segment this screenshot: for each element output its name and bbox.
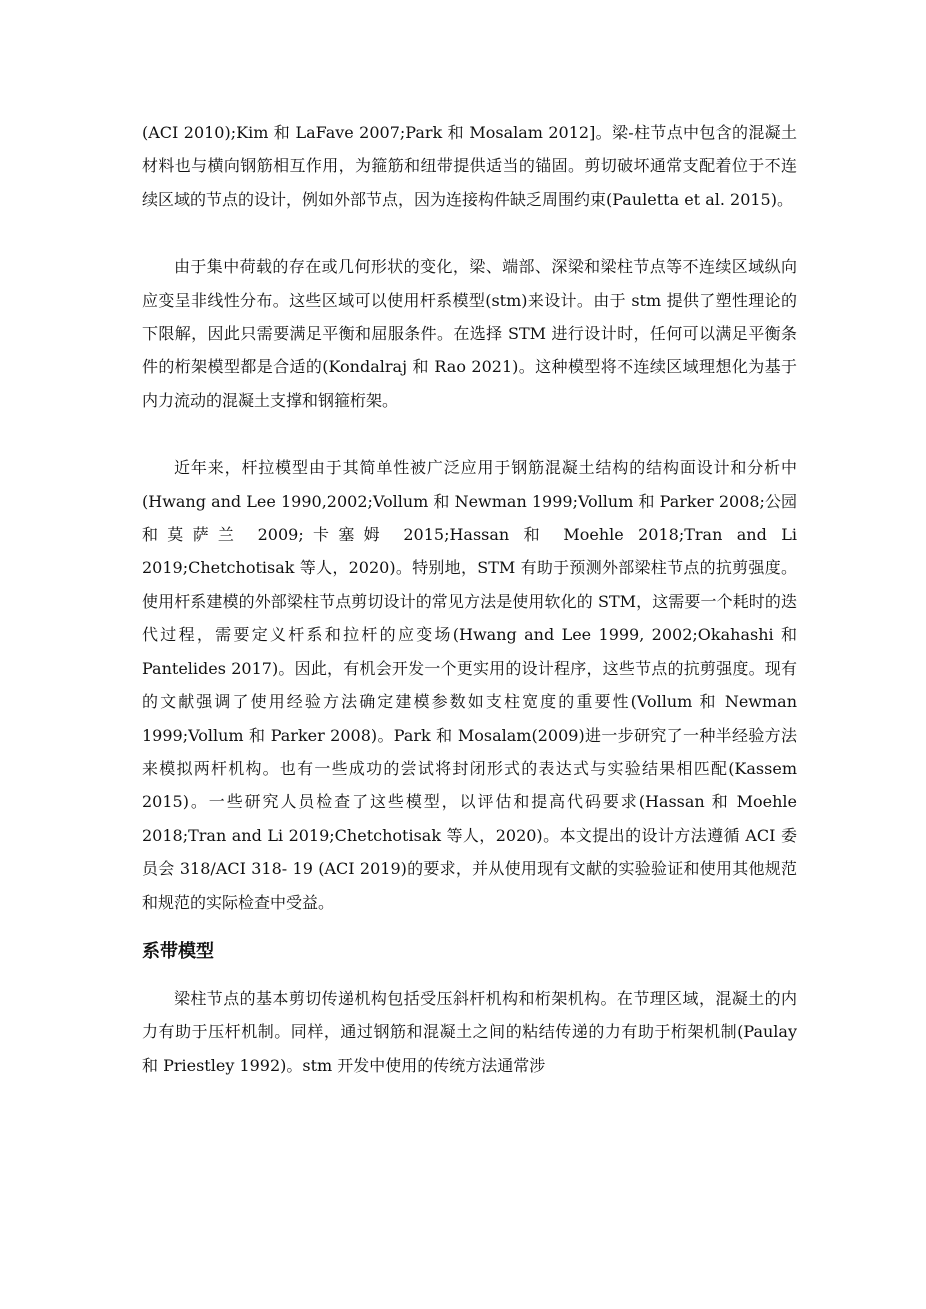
paragraph-discontinuity-regions: 由于集中荷载的存在或几何形状的变化，梁、端部、深梁和梁柱节点等不连续区域纵向应变呈非线性分布。这些区域可以使用杆系模型(stm)来设计。由于 stm 提供了塑性理论的下限解，因此只需要满足平衡和屈服条件。在选择 STM 进行设计时，任何可以满足平衡条件的桁架模型都是合适的(Kondalraj 和 Rao 2021)。这种模型将不连续区域理想化为基于内力流动的混凝土支撑和钢箍桁架。 <box>142 257 797 410</box>
section-heading: 系带模型 <box>142 940 214 962</box>
paragraph-shear-mechanism: 梁柱节点的基本剪切传递机构包括受压斜杆机构和桁架机构。在节理区域，混凝土的内力有助于压杆机制。同样，通过钢筋和混凝土之间的粘结传递的力有助于桁架机制(Paulay 和 Priestley 1992)。stm 开发中使用的传统方法通常涉 <box>142 988 797 1075</box>
paragraph-recent-research: 近年来，杆拉模型由于其简单性被广泛应用于钢筋混凝土结构的结构面设计和分析中(Hwang and Lee 1990,2002;Vollum 和 Newman 1999;Vollum 和 Parker 2008;公园和莫萨兰 2009;卡塞姆 2015;Hassan 和 Moehle 2018;Tran and Li 2019;Chetchotisak 等人，2020)。特别地，STM 有助于预测外部梁柱节点的抗剪强度。使用杆系建模的外部梁柱节点剪切设计的常见方法是使用软化的 STM，这需要一个耗时的迭代过程，需要定义杆系和拉杆的应变场(Hwang and Lee 1999, 2002;Okahashi 和 Pantelides 2017)。因此，有机会开发一个更实用的设计程序，这些节点的抗剪强度。现有的文献强调了使用经验方法确定建模参数如支柱宽度的重要性(Vollum 和 Newman 1999;Vollum 和 Parker 2008)。Park 和 Mosalam(2009)进一步研究了一种半经验方法来模拟两杆机构。也有一些成功的尝试将封闭形式的表达式与实验结果相匹配(Kassem 2015)。一些研究人员检查了这些模型，以评估和提高代码要求(Hassan 和 Moehle 2018;Tran and Li 2019;Chetchotisak 等人，2020)。本文提出的设计方法遵循 ACI 委员会 318/ACI 318- 19 (ACI 2019)的要求，并从使用现有文献的实验验证和使用其他规范和规范的实际检查中受益。 <box>142 458 797 912</box>
paragraph-continuation: (ACI 2010);Kim 和 LaFave 2007;Park 和 Mosalam 2012]。梁-柱节点中包含的混凝土材料也与横向钢筋相互作用，为箍筋和纽带提供适当的锚固。剪切破坏通常支配着位于不连续区域的节点的设计，例如外部节点，因为连接构件缺乏周围约束(Pauletta et al. 2015)。 <box>142 123 797 209</box>
document-page <box>142 116 797 1082</box>
